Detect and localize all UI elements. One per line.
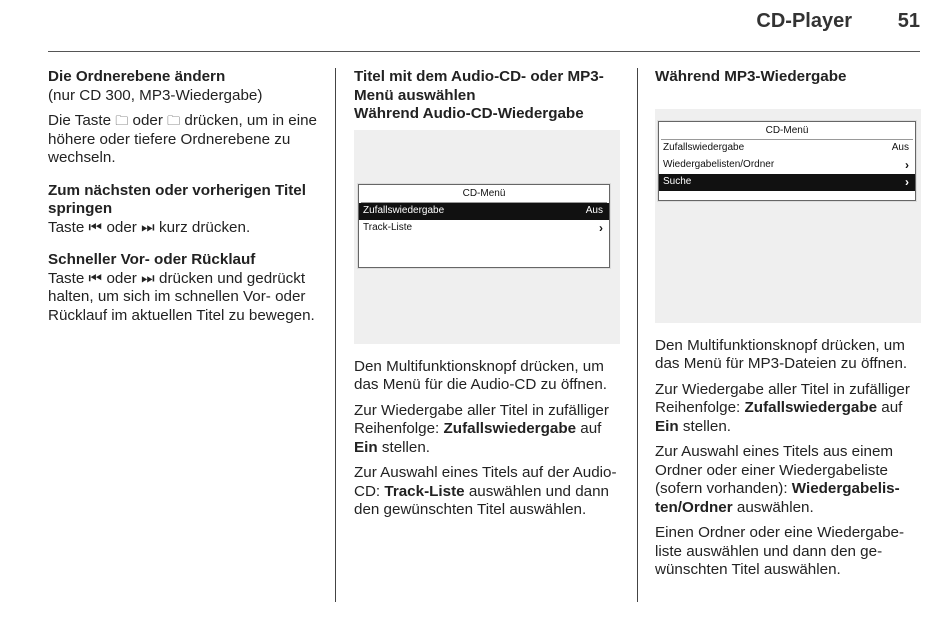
menu-item-random-playback[interactable] bbox=[359, 203, 609, 220]
section-text bbox=[48, 219, 324, 238]
text-fragment: drücken und gedrückt halten, um sich im schnellen Vor- oder Rücklauf im aktuellen Titel zu bewegen. bbox=[48, 269, 315, 324]
menu-item-value: Aus bbox=[891, 141, 909, 153]
menu-item-label: Suche bbox=[663, 175, 692, 187]
section-subheading: Während Audio-CD-Wiedergabe bbox=[354, 105, 584, 122]
column-middle bbox=[354, 68, 620, 527]
menu-title: CD-Menü bbox=[661, 122, 913, 140]
prev-track-icon: ⏮︎ bbox=[88, 218, 103, 236]
text-fragment: Zur Auswahl eines Titels auf der Audio-CD: bbox=[354, 464, 617, 500]
paragraph bbox=[655, 381, 921, 437]
text-fragment: auf bbox=[580, 420, 602, 437]
chevron-right-icon: › bbox=[905, 174, 909, 189]
menu-item-label: Zufallswiedergabe bbox=[363, 204, 445, 216]
text-fragment-bold: Track-Liste bbox=[384, 482, 465, 500]
paragraph: Einen Ordner oder eine Wiedergabeliste auswählen und dann den gewünschten Titel auswählen. bbox=[655, 524, 905, 578]
folder-up-icon: 🗀︎ bbox=[115, 113, 129, 128]
menu-item-label: Track-Liste bbox=[363, 221, 413, 233]
column-divider bbox=[637, 68, 638, 602]
folder-down-icon: 🗀︎ bbox=[167, 113, 181, 128]
paragraph: Den Multifunktionsknopf drücken, um das Menü für MP3-Dateien zu öffnen. bbox=[655, 336, 908, 372]
section-next-prev-track bbox=[48, 182, 324, 238]
menu-item-track-list[interactable] bbox=[359, 220, 609, 237]
text-fragment: auswählen und dann den gewünschten Titel auswählen. bbox=[354, 482, 610, 518]
text-fragment: drücken, um in eine höhere oder tiefere Ordnerebene zu wechseln. bbox=[48, 112, 317, 166]
mp3-menu-screenshot bbox=[655, 109, 921, 323]
section-heading: Während MP3-Wiedergabe bbox=[655, 68, 847, 85]
text-fragment: oder bbox=[106, 269, 137, 287]
chevron-right-icon: › bbox=[599, 220, 603, 235]
section-fast-forward-rewind bbox=[48, 251, 324, 325]
text-fragment: Zur Wiedergabe aller Titel in zufälliger Reihenfolge: bbox=[354, 401, 609, 437]
text-fragment-bold: Zufallswiedergabe bbox=[744, 399, 878, 416]
header-divider bbox=[48, 51, 920, 52]
section-text bbox=[48, 112, 324, 168]
text-fragment-bold: Wiedergabelisten/Ordner bbox=[655, 480, 900, 516]
paragraph bbox=[354, 402, 620, 458]
menu-item-playlists-folders[interactable] bbox=[659, 157, 915, 174]
text-fragment: stellen. bbox=[381, 438, 430, 456]
cd-menu-display bbox=[358, 184, 610, 268]
text-fragment: oder bbox=[106, 218, 137, 236]
page-number: 51 bbox=[897, 10, 920, 32]
menu-title: CD-Menü bbox=[361, 185, 607, 203]
menu-item-search[interactable] bbox=[659, 174, 915, 191]
section-heading: Die Ordnerebene ändern bbox=[48, 68, 226, 85]
text-fragment: Die Taste bbox=[48, 112, 112, 129]
text-fragment: Zur Auswahl eines Titels aus einem Ordner oder einer Wiedergabeliste (sofern vorhanden): bbox=[655, 443, 894, 497]
paragraph: Den Multifunktionsknopf drücken, um das Menü für die Audio-CD zu öffnen. bbox=[354, 357, 607, 393]
text-fragment: oder bbox=[132, 112, 163, 129]
column-divider bbox=[335, 68, 336, 602]
text-fragment: Taste bbox=[48, 218, 85, 236]
text-fragment: Zur Wiedergabe aller Titel in zufälliger Reihenfolge: bbox=[655, 380, 910, 416]
text-fragment: auswählen. bbox=[736, 498, 814, 516]
text-fragment: kurz drücken. bbox=[159, 218, 251, 236]
paragraph bbox=[354, 464, 620, 520]
column-left bbox=[48, 68, 324, 339]
text-fragment: auf bbox=[881, 399, 903, 416]
menu-item-random-playback[interactable] bbox=[659, 140, 915, 157]
menu-item-label: Wiedergabelisten/Ordner bbox=[663, 158, 775, 170]
chevron-right-icon: › bbox=[905, 157, 909, 172]
column-right bbox=[655, 68, 921, 587]
text-fragment-bold: Zufallswiedergabe bbox=[443, 420, 577, 437]
cd-menu-display bbox=[658, 121, 916, 201]
menu-item-label: Zufallswiedergabe bbox=[663, 141, 745, 153]
section-heading: Zum nächsten oder vorherigen Titel springen bbox=[48, 181, 306, 217]
text-fragment: Taste bbox=[48, 269, 85, 287]
section-heading: Schneller Vor- oder Rücklauf bbox=[48, 251, 256, 268]
page-header-title: CD-Player bbox=[756, 10, 852, 32]
section-heading: Titel mit dem Audio-CD- oder MP3-Menü auswählen bbox=[354, 68, 604, 104]
next-track-icon: ⏭︎ bbox=[141, 218, 155, 236]
section-note: (nur CD 300, MP3-Wiedergabe) bbox=[48, 86, 263, 104]
prev-track-icon: ⏮︎ bbox=[88, 269, 103, 287]
section-text bbox=[48, 270, 324, 326]
section-folder-level bbox=[48, 68, 324, 168]
text-fragment-bold: Ein bbox=[655, 417, 679, 435]
text-fragment-bold: Ein bbox=[354, 438, 378, 456]
audio-cd-menu-screenshot bbox=[354, 130, 620, 344]
text-fragment: stellen. bbox=[682, 417, 731, 435]
paragraph bbox=[655, 443, 921, 517]
next-track-icon: ⏭︎ bbox=[141, 269, 155, 287]
menu-item-value: Aus bbox=[585, 204, 603, 216]
